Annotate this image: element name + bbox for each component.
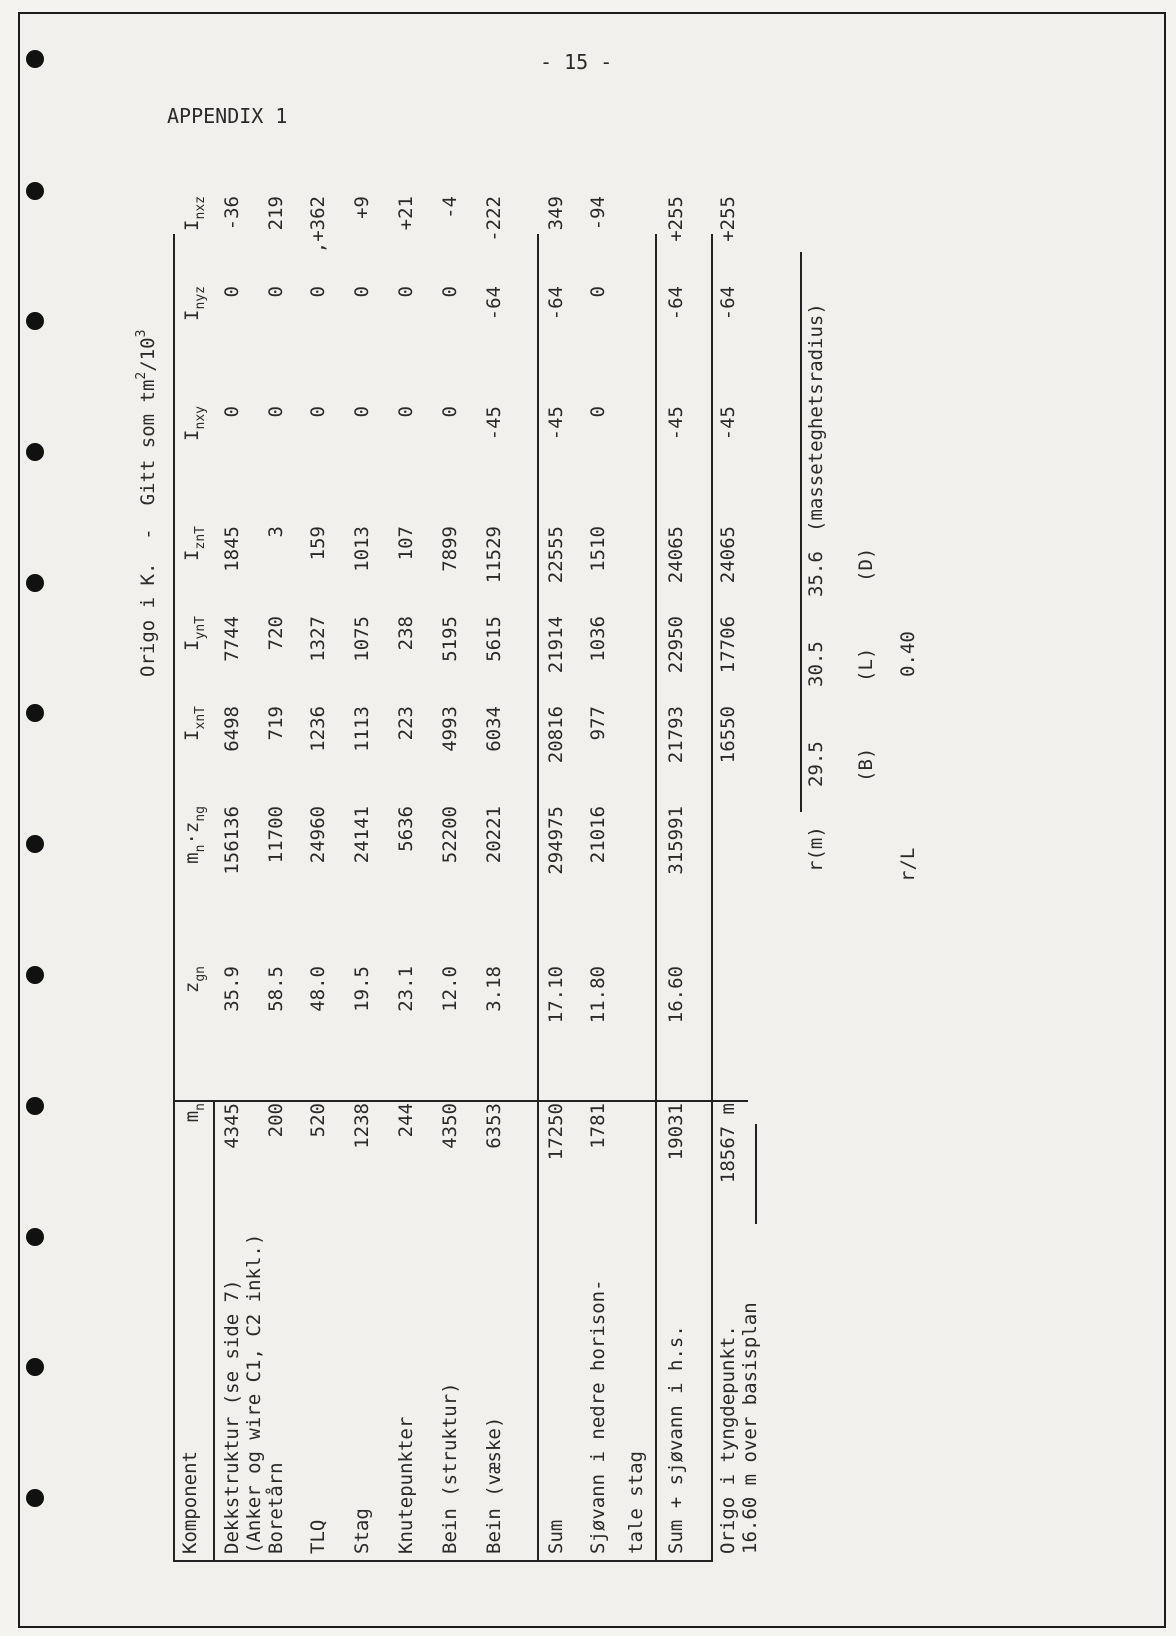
- cell-ixnt: 4993: [439, 706, 461, 752]
- rl-label: r/L: [897, 847, 919, 882]
- cell-mn: 520: [307, 1103, 329, 1138]
- cell-inxz: +255: [717, 196, 739, 242]
- cell-iznt: 159: [307, 526, 329, 561]
- cell-iynt: 238: [395, 616, 417, 651]
- col-ixnt: $I_{xnT}$: [181, 706, 208, 741]
- cell-inxz: ,+362: [307, 196, 329, 254]
- cell-inyz: 0: [395, 286, 417, 298]
- cell-inyz: 0: [265, 286, 287, 298]
- cell-inxy: -45: [717, 406, 739, 441]
- cell-inyz: 0: [221, 286, 243, 298]
- cell-inyz: -64: [665, 286, 687, 321]
- heading-origin: Origo i K.: [137, 562, 159, 677]
- cell-inxy: -45: [665, 406, 687, 441]
- cell-mz: 315991: [665, 806, 687, 875]
- cell-iynt: 5195: [439, 616, 461, 662]
- punch-hole: [26, 574, 44, 592]
- cell-inxy: 0: [587, 406, 609, 418]
- radius-letter-b: (B): [855, 747, 877, 782]
- cell-ixnt: 719: [265, 706, 287, 741]
- cell-inxy: -45: [483, 406, 505, 441]
- cell-inyz: 0: [439, 286, 461, 298]
- cell-inxz: -222: [483, 196, 505, 242]
- cell-inxz: -36: [221, 196, 243, 231]
- radius-value-l: 30.5: [805, 641, 827, 687]
- row-label: Sum: [545, 1519, 567, 1554]
- punch-hole: [26, 1489, 44, 1507]
- cell-ixnt: 20816: [545, 706, 567, 764]
- radius-note: (masseteghetsradius): [805, 303, 827, 532]
- row-label: Stag: [351, 1508, 373, 1554]
- cell-inxy: 0: [265, 406, 287, 418]
- cell-iznt: 1013: [351, 526, 373, 572]
- cell-mn: 19031: [665, 1103, 687, 1161]
- cell-iynt: 1075: [351, 616, 373, 662]
- table-heading: Origo i K. - Gitt som $tm^2/10^3$: [134, 329, 159, 677]
- cell-zgn: 35.9: [221, 966, 243, 1012]
- table-top-border: [173, 234, 175, 1562]
- punch-hole: [26, 312, 44, 330]
- cell-mn: 4345: [221, 1103, 243, 1149]
- cell-zgn: 23.1: [395, 966, 417, 1012]
- cell-zgn: 48.0: [307, 966, 329, 1012]
- cell-mn: 6353: [483, 1103, 505, 1149]
- col-iznt: $I_{znT}$: [181, 526, 208, 561]
- cell-ixnt: 6034: [483, 706, 505, 752]
- cell-mn: 200: [265, 1103, 287, 1138]
- cell-inxz: 349: [545, 196, 567, 231]
- cell-iynt: 1036: [587, 616, 609, 662]
- table-left-border: [173, 1560, 713, 1562]
- punch-hole: [26, 443, 44, 461]
- cell-mz: 5636: [395, 806, 417, 852]
- cell-inxz: -4: [439, 196, 461, 219]
- cell-inxy: 0: [307, 406, 329, 418]
- cell-zgn: 16.60: [665, 966, 687, 1024]
- punch-hole: [26, 835, 44, 853]
- cell-mn: 17250: [545, 1103, 567, 1161]
- cell-inyz: 0: [351, 286, 373, 298]
- cell-zgn: 17.10: [545, 966, 567, 1024]
- cell-mz: 21016: [587, 806, 609, 864]
- cell-ixnt: 21793: [665, 706, 687, 764]
- cell-inxz: +255: [665, 196, 687, 242]
- radius-letter-d: (D): [855, 547, 877, 582]
- cell-iznt: 24065: [665, 526, 687, 584]
- punch-hole: [26, 50, 44, 68]
- cell-inxy: 0: [351, 406, 373, 418]
- cell-mz: 156136: [221, 806, 243, 875]
- cell-inxz: +9: [351, 196, 373, 219]
- cell-iynt: 1327: [307, 616, 329, 662]
- cell-iznt: 3: [265, 526, 287, 538]
- punch-hole: [26, 1097, 44, 1115]
- cell-iynt: 21914: [545, 616, 567, 674]
- punch-hole: [26, 966, 44, 984]
- cell-zgn: 3.18: [483, 966, 505, 1012]
- cell-zgn: 58.5: [265, 966, 287, 1012]
- cell-zgn: 11.80: [587, 966, 609, 1024]
- page-number: - 15 -: [540, 50, 613, 74]
- cell-mn: 1238: [351, 1103, 373, 1149]
- cell-mz: 52200: [439, 806, 461, 864]
- cell-zgn: 12.0: [439, 966, 461, 1012]
- cell-ixnt: 1113: [351, 706, 373, 752]
- cell-inxy: 0: [439, 406, 461, 418]
- cell-inyz: -64: [545, 286, 567, 321]
- punch-hole: [26, 1228, 44, 1246]
- cell-mz: 294975: [545, 806, 567, 875]
- heading-given: Gitt som tm: [137, 379, 159, 506]
- cell-inyz: 0: [587, 286, 609, 298]
- cell-inxz: 219: [265, 196, 287, 231]
- cell-mz: 24960: [307, 806, 329, 864]
- row-label: tale stag: [625, 1451, 647, 1554]
- cell-iznt: 7899: [439, 526, 461, 572]
- cell-iznt: 22555: [545, 526, 567, 584]
- cell-mz: 11700: [265, 806, 287, 864]
- mass-underline: [755, 1124, 757, 1224]
- col-zgn: $z_{gn}$: [181, 966, 208, 994]
- col-inxy: $I_{nxy}$: [181, 406, 208, 441]
- cell-ixnt: 6498: [221, 706, 243, 752]
- cell-inyz: -64: [483, 286, 505, 321]
- row-label: Sjøvann i nedre horison-: [587, 1279, 609, 1554]
- radius-label: r(m): [805, 826, 827, 872]
- cell-ixnt: 1236: [307, 706, 329, 752]
- cell-inxy: 0: [395, 406, 417, 418]
- punch-hole: [26, 1358, 44, 1376]
- cell-mn: 18567 m: [717, 1103, 739, 1184]
- cell-iynt: 22950: [665, 616, 687, 674]
- cell-iynt: 17706: [717, 616, 739, 674]
- col-inyz: $I_{nyz}$: [181, 286, 208, 321]
- row-label: Dekkstruktur (se side 7): [221, 1279, 243, 1554]
- cell-mn: 1781: [587, 1103, 609, 1149]
- row-label: TLQ: [307, 1519, 329, 1554]
- cell-ixnt: 223: [395, 706, 417, 741]
- row-label: Sum + sjøvann i h.s.: [665, 1325, 687, 1554]
- cell-mn: 244: [395, 1103, 417, 1138]
- cell-ixnt: 977: [587, 706, 609, 741]
- cell-iznt: 24065: [717, 526, 739, 584]
- appendix-title: APPENDIX 1: [167, 104, 288, 128]
- cell-iynt: 720: [265, 616, 287, 651]
- col-iynt: $I_{ynT}$: [181, 616, 208, 651]
- table-bottom-border: [711, 234, 713, 1562]
- row-label: Knutepunkter: [395, 1416, 417, 1554]
- radius-letter-l: (L): [855, 647, 877, 682]
- cell-inxz: -94: [587, 196, 609, 231]
- cell-mn: 4350: [439, 1103, 461, 1149]
- cell-ixnt: 16550: [717, 706, 739, 764]
- component-divider: [173, 1100, 748, 1102]
- row-label: (Anker og wire C1, C2 inkl.): [243, 1233, 265, 1554]
- radius-value-b: 29.5: [805, 741, 827, 787]
- cell-iznt: 1845: [221, 526, 243, 572]
- rotated-table: [134, 152, 1055, 1562]
- cell-inxz: +21: [395, 196, 417, 231]
- header-rule: [213, 1102, 215, 1562]
- cell-inyz: 0: [307, 286, 329, 298]
- row-label: Boretårn: [265, 1462, 287, 1554]
- row-label: 16.60 m over basisplan: [739, 1302, 761, 1554]
- row-label: Bein (struktur): [439, 1382, 461, 1554]
- sum-rule: [537, 234, 539, 1562]
- punch-hole: [26, 704, 44, 722]
- cell-iznt: 11529: [483, 526, 505, 584]
- col-komponent: Komponent: [179, 1451, 201, 1554]
- cell-mz: 20221: [483, 806, 505, 864]
- origin-underline: [800, 252, 802, 812]
- cell-iynt: 7744: [221, 616, 243, 662]
- col-inxz: $I_{nxz}$: [181, 196, 208, 231]
- cell-iynt: 5615: [483, 616, 505, 662]
- cell-zgn: 19.5: [351, 966, 373, 1012]
- cell-inyz: -64: [717, 286, 739, 321]
- row-label: Bein (væske): [483, 1416, 505, 1554]
- punch-hole: [26, 182, 44, 200]
- cell-iznt: 1510: [587, 526, 609, 572]
- cell-mz: 24141: [351, 806, 373, 864]
- cell-inxy: -45: [545, 406, 567, 441]
- col-mz: $m_n\cdot z_{ng}$: [181, 806, 208, 864]
- radius-value-d: 35.6: [805, 551, 827, 597]
- cell-iznt: 107: [395, 526, 417, 561]
- col-mn: $m_n$: [181, 1103, 208, 1123]
- rl-value: 0.40: [897, 631, 919, 677]
- seawater-rule: [655, 234, 657, 1562]
- row-label: Origo i tyngdepunkt.: [717, 1325, 739, 1554]
- cell-inxy: 0: [221, 406, 243, 418]
